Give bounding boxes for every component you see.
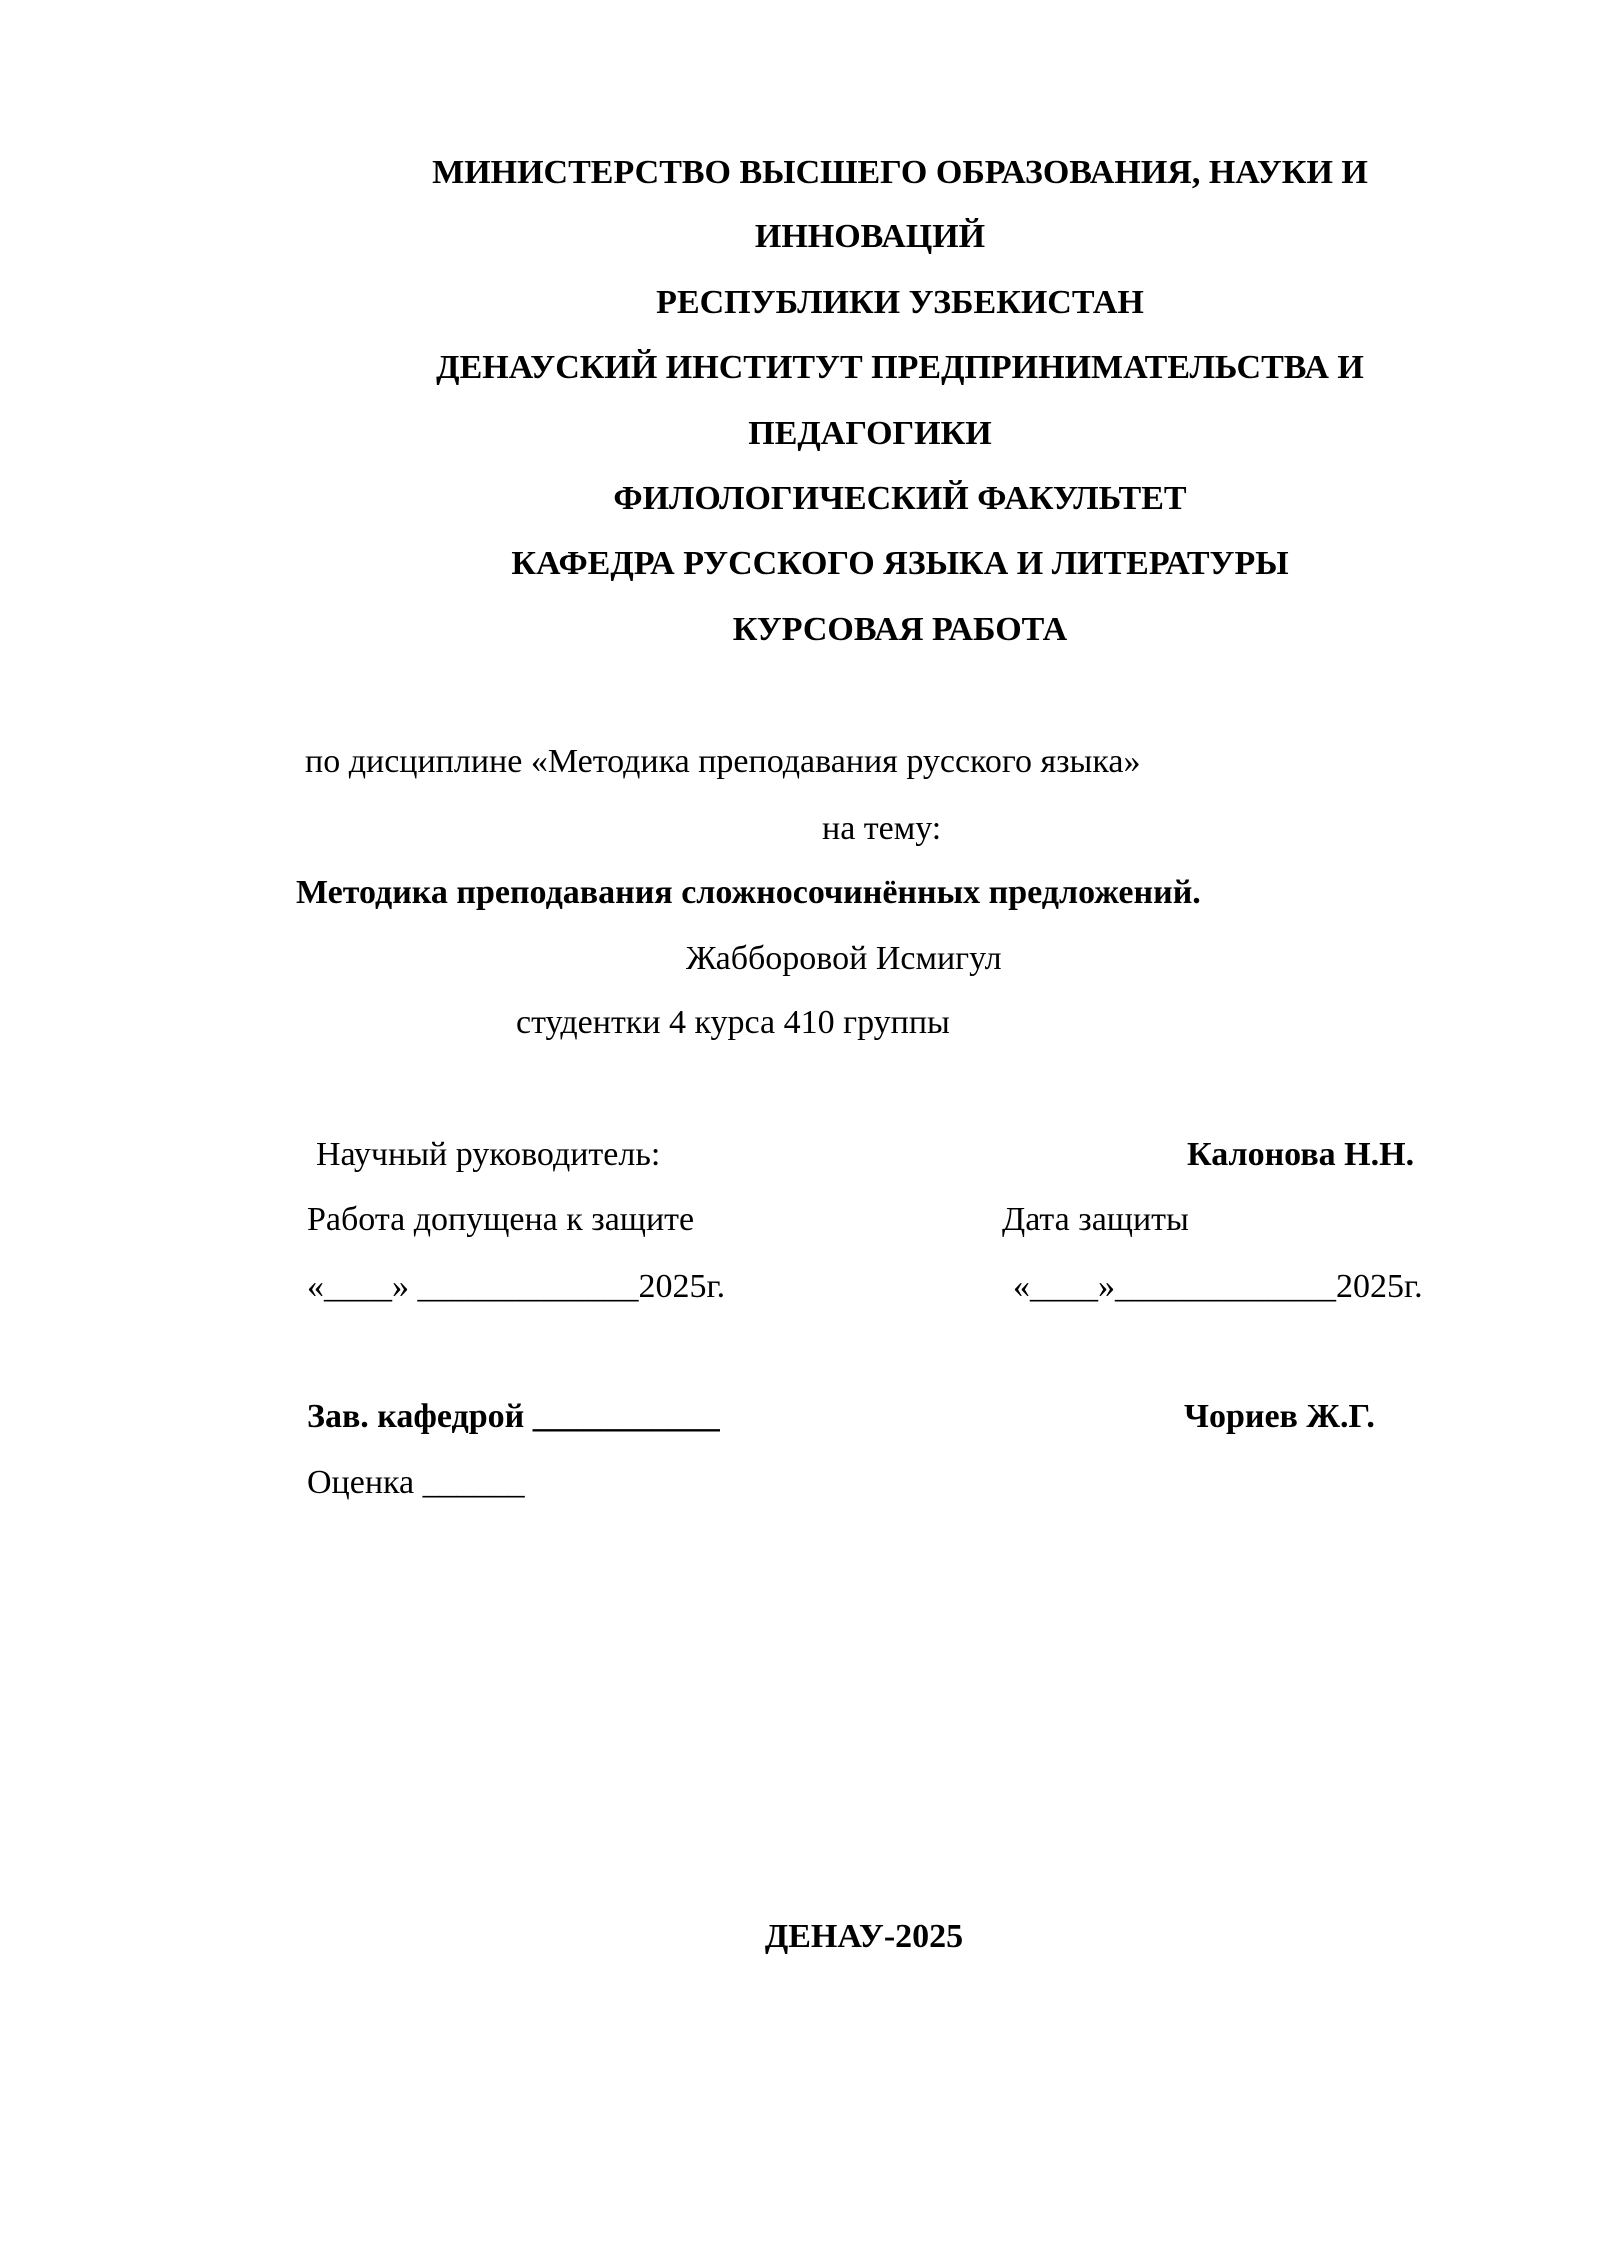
topic-label: на тему: [822, 810, 942, 847]
institute-heading-line-2: ПЕДАГОГИКИ [748, 415, 992, 452]
admitted-date: «____» _____________2025г. [307, 1268, 726, 1305]
work-type-heading: КУРСОВАЯ РАБОТА [732, 611, 1068, 648]
admitted-label: Работа допущена к защите [307, 1201, 695, 1238]
defense-date: «____»_____________2025г. [1013, 1268, 1423, 1305]
student-name: Жабборовой Исмигул [686, 940, 1002, 977]
discipline-line: по дисциплине «Методика преподавания русского языка» [305, 743, 1141, 780]
department-heading: КАФЕДРА РУССКОГО ЯЗЫКА И ЛИТЕРАТУРЫ [511, 545, 1289, 582]
faculty-heading: ФИЛОЛОГИЧЕСКИЙ ФАКУЛЬТЕТ [613, 480, 1187, 517]
institute-heading-line-1: ДЕНАУСКИЙ ИНСТИТУТ ПРЕДПРИНИМАТЕЛЬСТВА И [436, 349, 1364, 386]
ministry-heading-line-2: ИННОВАЦИЙ [754, 218, 986, 255]
city-year: ДЕНАУ-2025 [764, 1918, 964, 1955]
topic-title: Методика преподавания сложносочинённых предложений. [296, 874, 1201, 911]
defense-date-label: Дата защиты [1002, 1201, 1189, 1238]
advisor-name: Калонова Н.Н. [1187, 1136, 1415, 1173]
ministry-heading-line-3: РЕСПУБЛИКИ УЗБЕКИСТАН [656, 284, 1144, 321]
grade-label: Оценка ______ [307, 1464, 525, 1501]
head-of-department-name: Чориев Ж.Г. [1184, 1398, 1375, 1435]
head-of-department-label: Зав. кафедрой ___________ [307, 1398, 720, 1435]
ministry-heading-line-1: МИНИСТЕРСТВО ВЫСШЕГО ОБРАЗОВАНИЯ, НАУКИ И [432, 154, 1368, 191]
advisor-label: Научный руководитель: [316, 1136, 661, 1173]
student-info: студентки 4 курса 410 группы [516, 1004, 950, 1041]
